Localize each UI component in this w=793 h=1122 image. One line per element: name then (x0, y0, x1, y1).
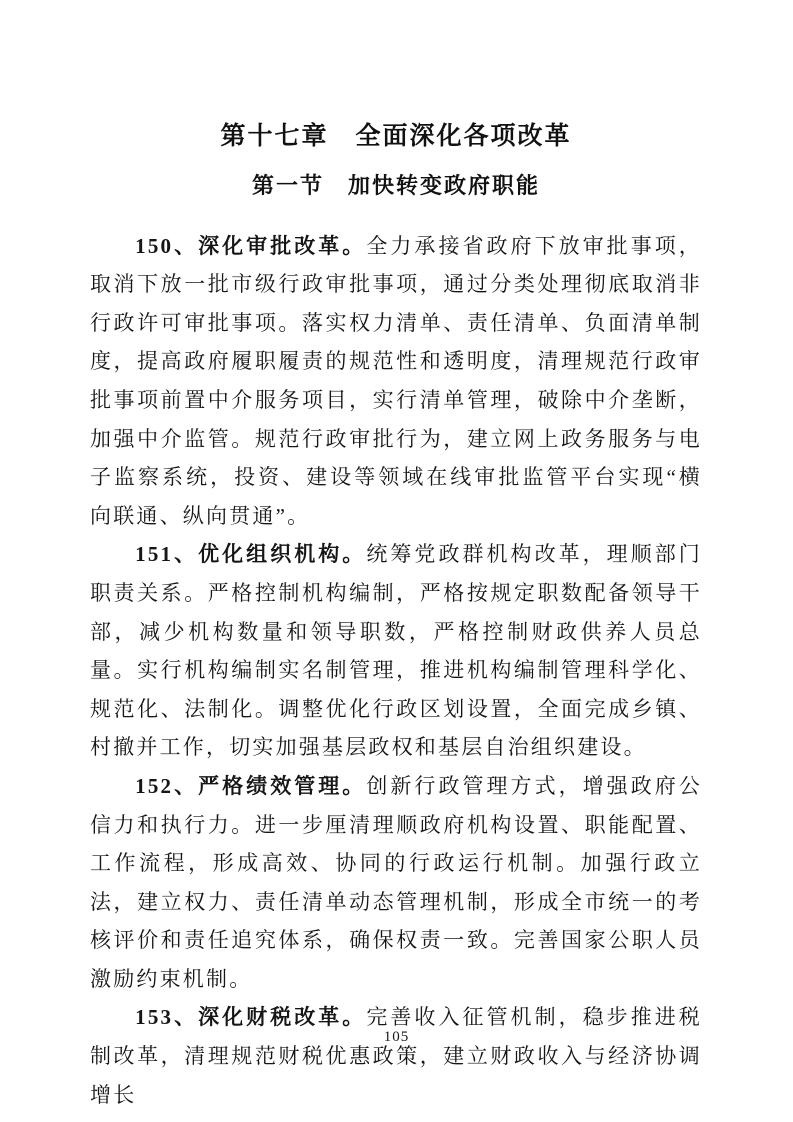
paragraph-lead: 深化审批改革。 (198, 233, 367, 258)
paragraph-number: 152、 (135, 773, 199, 798)
paragraph-body: 完善收入征管机制，稳步推进税制改革，清理规范财税优惠政策，建立财政收入与经济协调增长 (90, 1005, 702, 1107)
paragraph-body: 统筹党政群机构改革，理顺部门职责关系。严格控制机构编制，严格按规定职数配备领导干部，减少机构数量和领导职数，严格控制财政供养人员总量。实行机构编制实名制管理，推进机构编制管理科学化、规范化、法制化。调整优化行政区划设置，全面完成乡镇、村撤并工作，切实加强基层政权和基层自治组织建设。 (90, 542, 702, 760)
paragraph-lead: 深化财税改革。 (198, 1005, 367, 1030)
paragraph-number: 153、 (135, 1005, 199, 1030)
page-number: 105 (383, 1029, 410, 1045)
body-text (90, 227, 702, 1115)
paragraph-lead: 严格绩效管理。 (198, 773, 367, 798)
paragraph-151 (90, 535, 702, 767)
chapter-title: 第十七章 全面深化各项改革 (220, 122, 572, 150)
paragraph-body: 创新行政管理方式，增强政府公信力和执行力。进一步厘清理顺政府机构设置、职能配置、工作流程，形成高效、协同的行政运行机制。加强行政立法，建立权力、责任清单动态管理机制，形成全市统一的考核评价和责任追究体系，确保权责一致。完善国家公职人员激励约束机制。 (90, 773, 702, 991)
paragraph-lead: 优化组织机构。 (198, 542, 367, 567)
paragraph-150 (90, 227, 702, 536)
paragraph-number: 151、 (135, 542, 199, 567)
paragraph-153 (90, 998, 702, 1114)
paragraph-body: 全力承接省政府下放审批事项，取消下放一批市级行政审批事项，通过分类处理彻底取消非行政许可审批事项。落实权力清单、责任清单、负面清单制度，提高政府履职履责的规范性和透明度，清理规范行政审批事项前置中介服务项目，实行清单管理，破除中介垄断，加强中介监管。规范行政审批行为，建立网上政务服务与电子监察系统，投资、建设等领域在线审批监管平台实现“横向联通、纵向贯通”。 (90, 233, 702, 528)
paragraph-number: 150、 (135, 233, 199, 258)
paragraph-152 (90, 767, 702, 999)
section-title: 第一节 加快转变政府职能 (251, 173, 540, 198)
